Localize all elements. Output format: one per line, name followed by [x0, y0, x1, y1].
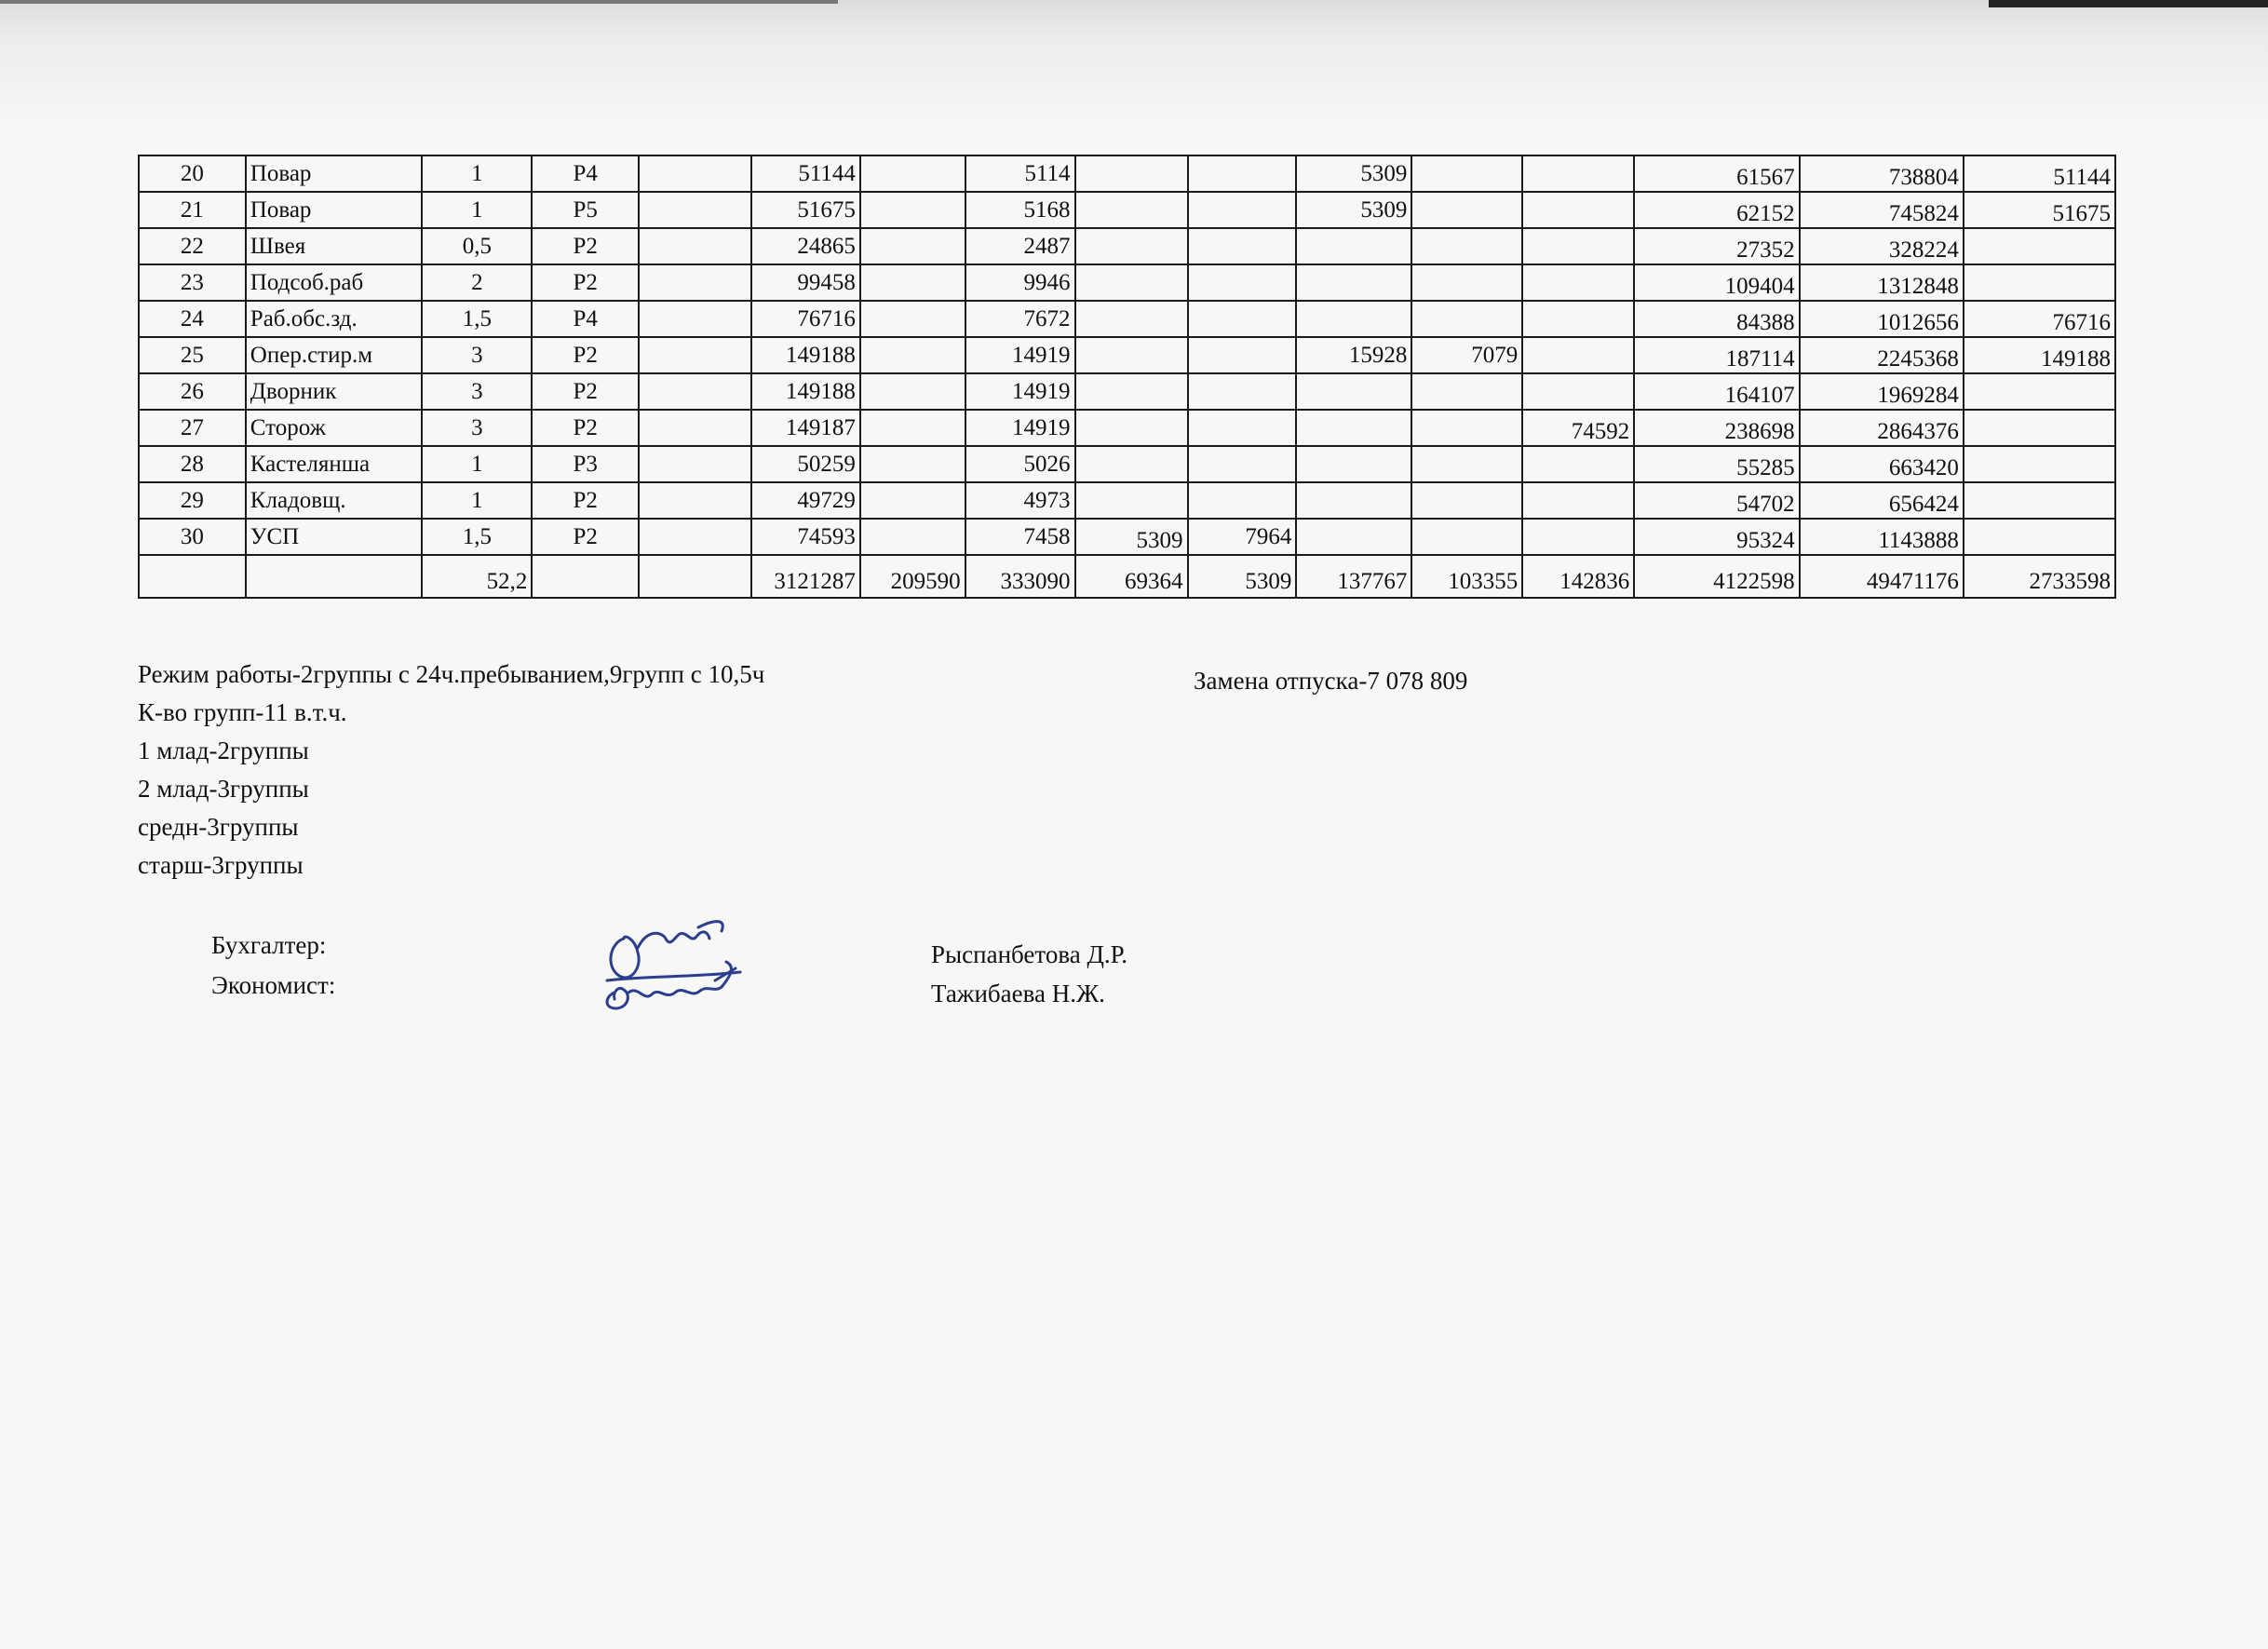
cell-c6: 74593: [751, 519, 860, 555]
cell-qty: 1,5: [422, 519, 532, 555]
cell-c11: [1296, 519, 1411, 555]
cell-no: 23: [139, 264, 246, 301]
cell-name: Повар: [246, 192, 423, 228]
table-row: [139, 373, 2115, 410]
cell-c11: [1296, 301, 1411, 337]
cell-c6: 149188: [751, 373, 860, 410]
cell-c7: [860, 482, 965, 519]
cell-c10: 5309: [1188, 555, 1297, 598]
cell-c14: 4122598: [1634, 555, 1799, 598]
cell-c11: [1296, 446, 1411, 482]
cell-grade: Р4: [532, 155, 639, 192]
cell-c16: 149188: [1964, 337, 2115, 373]
accountant-label: Бухгалтер:: [211, 931, 327, 959]
table-row: [139, 155, 2115, 192]
cell-qty: 3: [422, 373, 532, 410]
cell-c7: [860, 301, 965, 337]
cell-name: Дворник: [246, 373, 423, 410]
cell-c5: [639, 446, 751, 482]
cell-grade: Р2: [532, 264, 639, 301]
cell-c9: [1075, 410, 1188, 446]
cell-c8: 14919: [965, 410, 1075, 446]
cell-grade: Р2: [532, 410, 639, 446]
cell-c7: [860, 264, 965, 301]
cell-c10: [1188, 446, 1297, 482]
cell-c10: [1188, 337, 1297, 373]
cell-c6: 149187: [751, 410, 860, 446]
cell-c9: [1075, 446, 1188, 482]
cell-grade: Р2: [532, 228, 639, 264]
cell-c6: 49729: [751, 482, 860, 519]
cell-c12: [1411, 264, 1522, 301]
cell-c5: [639, 410, 751, 446]
table-row: [139, 301, 2115, 337]
cell-no: 21: [139, 192, 246, 228]
cell-c10: [1188, 264, 1297, 301]
cell-c15: 49471176: [1800, 555, 1964, 598]
cell-name: Повар: [246, 155, 423, 192]
table-row: [139, 264, 2115, 301]
cell-c13: 74592: [1522, 410, 1634, 446]
cell-c6: 149188: [751, 337, 860, 373]
cell-grade: [532, 555, 639, 598]
table-body: [139, 155, 2115, 598]
cell-c6: 51144: [751, 155, 860, 192]
cell-c15: 1143888: [1800, 519, 1964, 555]
cell-c8: 9946: [965, 264, 1075, 301]
cell-c12: [1411, 482, 1522, 519]
accountant-name: Рыспанбетова Д.Р.: [931, 940, 1128, 968]
cell-c7: [860, 337, 965, 373]
cell-c6: 50259: [751, 446, 860, 482]
cell-c6: 51675: [751, 192, 860, 228]
cell-c14: 61567: [1634, 155, 1799, 192]
cell-c8: 14919: [965, 373, 1075, 410]
cell-qty: 3: [422, 410, 532, 446]
cell-name: Подсоб.раб: [246, 264, 423, 301]
cell-c14: 238698: [1634, 410, 1799, 446]
cell-c6: 76716: [751, 301, 860, 337]
cell-c12: [1411, 192, 1522, 228]
cell-c5: [639, 155, 751, 192]
cell-c15: 663420: [1800, 446, 1964, 482]
handwritten-signature: [587, 911, 754, 1018]
cell-c15: 1312848: [1800, 264, 1964, 301]
table-row: [139, 228, 2115, 264]
cell-c9: [1075, 155, 1188, 192]
cell-c11: 5309: [1296, 192, 1411, 228]
cell-name: [246, 555, 423, 598]
cell-c16: 2733598: [1964, 555, 2115, 598]
cell-grade: Р5: [532, 192, 639, 228]
cell-c11: [1296, 373, 1411, 410]
cell-c13: [1522, 192, 1634, 228]
cell-c16: [1964, 264, 2115, 301]
cell-c7: [860, 373, 965, 410]
cell-name: Кастелянша: [246, 446, 423, 482]
cell-c8: 7672: [965, 301, 1075, 337]
cell-c5: [639, 337, 751, 373]
cell-no: 29: [139, 482, 246, 519]
cell-c14: 109404: [1634, 264, 1799, 301]
cell-c13: [1522, 519, 1634, 555]
cell-c15: 2245368: [1800, 337, 1964, 373]
cell-no: 25: [139, 337, 246, 373]
groups-count-note: К-во групп-11 в.т.ч.: [138, 698, 347, 726]
cell-qty: 52,2: [422, 555, 532, 598]
cell-c11: 5309: [1296, 155, 1411, 192]
cell-c5: [639, 301, 751, 337]
cell-c14: 54702: [1634, 482, 1799, 519]
scan-edge-left: [0, 0, 838, 4]
cell-qty: 2: [422, 264, 532, 301]
cell-c8: 4973: [965, 482, 1075, 519]
cell-c13: [1522, 337, 1634, 373]
cell-c8: 14919: [965, 337, 1075, 373]
table-row: [139, 482, 2115, 519]
cell-no: [139, 555, 246, 598]
junior2-groups-note: 2 млад-3группы: [138, 775, 309, 803]
cell-qty: 3: [422, 337, 532, 373]
staff-salary-table: [138, 155, 2116, 599]
cell-name: Кладовщ.: [246, 482, 423, 519]
cell-c16: 51144: [1964, 155, 2115, 192]
cell-c12: [1411, 155, 1522, 192]
cell-c6: 99458: [751, 264, 860, 301]
cell-c10: [1188, 228, 1297, 264]
cell-name: Опер.стир.м: [246, 337, 423, 373]
cell-c16: [1964, 446, 2115, 482]
cell-c9: [1075, 373, 1188, 410]
cell-c5: [639, 228, 751, 264]
junior1-groups-note: 1 млад-2группы: [138, 737, 309, 764]
cell-c5: [639, 264, 751, 301]
cell-c15: 2864376: [1800, 410, 1964, 446]
cell-grade: Р2: [532, 482, 639, 519]
cell-grade: Р2: [532, 337, 639, 373]
economist-label: Экономист:: [211, 971, 336, 999]
middle-groups-note: средн-3группы: [138, 813, 299, 841]
cell-c8: 5114: [965, 155, 1075, 192]
cell-c7: 209590: [860, 555, 965, 598]
cell-c14: 95324: [1634, 519, 1799, 555]
cell-c10: 7964: [1188, 519, 1297, 555]
cell-grade: Р4: [532, 301, 639, 337]
cell-no: 28: [139, 446, 246, 482]
cell-c9: [1075, 192, 1188, 228]
work-mode-note: Режим работы-2группы с 24ч.пребыванием,9групп с 10,5ч: [138, 660, 765, 688]
cell-no: 20: [139, 155, 246, 192]
cell-qty: 1,5: [422, 301, 532, 337]
cell-c14: 27352: [1634, 228, 1799, 264]
cell-c7: [860, 228, 965, 264]
cell-c9: 5309: [1075, 519, 1188, 555]
cell-c12: [1411, 301, 1522, 337]
cell-c5: [639, 555, 751, 598]
cell-c7: [860, 410, 965, 446]
cell-c13: [1522, 301, 1634, 337]
cell-c16: [1964, 410, 2115, 446]
cell-c11: 15928: [1296, 337, 1411, 373]
cell-c15: 656424: [1800, 482, 1964, 519]
cell-c12: [1411, 410, 1522, 446]
cell-c13: [1522, 446, 1634, 482]
cell-qty: 1: [422, 155, 532, 192]
cell-c7: [860, 446, 965, 482]
cell-c13: [1522, 482, 1634, 519]
cell-c12: 103355: [1411, 555, 1522, 598]
cell-c5: [639, 482, 751, 519]
cell-c14: 187114: [1634, 337, 1799, 373]
cell-no: 30: [139, 519, 246, 555]
cell-c8: 333090: [965, 555, 1075, 598]
cell-c9: [1075, 228, 1188, 264]
cell-c11: 137767: [1296, 555, 1411, 598]
cell-c15: 328224: [1800, 228, 1964, 264]
notes-block: [138, 656, 764, 885]
vacation-replacement-note: Замена отпуска-7 078 809: [1194, 667, 1468, 695]
cell-c15: 1969284: [1800, 373, 1964, 410]
cell-c13: 142836: [1522, 555, 1634, 598]
cell-c8: 5168: [965, 192, 1075, 228]
cell-c8: 7458: [965, 519, 1075, 555]
cell-c9: [1075, 482, 1188, 519]
cell-c13: [1522, 155, 1634, 192]
cell-c14: 62152: [1634, 192, 1799, 228]
cell-c11: [1296, 482, 1411, 519]
cell-no: 22: [139, 228, 246, 264]
cell-name: Сторож: [246, 410, 423, 446]
cell-c8: 2487: [965, 228, 1075, 264]
cell-qty: 1: [422, 192, 532, 228]
cell-c7: [860, 155, 965, 192]
cell-c5: [639, 519, 751, 555]
cell-c11: [1296, 228, 1411, 264]
cell-c15: 738804: [1800, 155, 1964, 192]
economist-name: Тажибаева Н.Ж.: [931, 980, 1105, 1007]
cell-c10: [1188, 373, 1297, 410]
cell-c9: [1075, 264, 1188, 301]
cell-c11: [1296, 264, 1411, 301]
senior-groups-note: старш-3группы: [138, 851, 304, 879]
cell-c14: 164107: [1634, 373, 1799, 410]
cell-c16: [1964, 519, 2115, 555]
cell-c12: 7079: [1411, 337, 1522, 373]
cell-c7: [860, 192, 965, 228]
cell-c5: [639, 192, 751, 228]
cell-c8: 5026: [965, 446, 1075, 482]
cell-qty: 1: [422, 446, 532, 482]
cell-c13: [1522, 373, 1634, 410]
cell-no: 24: [139, 301, 246, 337]
cell-c16: [1964, 228, 2115, 264]
cell-c9: 69364: [1075, 555, 1188, 598]
cell-grade: Р2: [532, 519, 639, 555]
cell-c6: 3121287: [751, 555, 860, 598]
cell-name: Раб.обс.зд.: [246, 301, 423, 337]
cell-no: 26: [139, 373, 246, 410]
cell-c10: [1188, 482, 1297, 519]
cell-c16: [1964, 482, 2115, 519]
total-row: [139, 555, 2115, 598]
table-row: [139, 337, 2115, 373]
cell-c9: [1075, 337, 1188, 373]
cell-c16: 51675: [1964, 192, 2115, 228]
cell-c9: [1075, 301, 1188, 337]
cell-c10: [1188, 410, 1297, 446]
cell-no: 27: [139, 410, 246, 446]
table-row: [139, 192, 2115, 228]
cell-c11: [1296, 410, 1411, 446]
cell-c7: [860, 519, 965, 555]
table-row: [139, 446, 2115, 482]
table-row: [139, 410, 2115, 446]
cell-grade: Р2: [532, 373, 639, 410]
cell-c12: [1411, 373, 1522, 410]
cell-c14: 84388: [1634, 301, 1799, 337]
cell-c15: 745824: [1800, 192, 1964, 228]
cell-c12: [1411, 519, 1522, 555]
cell-c10: [1188, 301, 1297, 337]
cell-c12: [1411, 228, 1522, 264]
cell-c13: [1522, 264, 1634, 301]
cell-qty: 1: [422, 482, 532, 519]
cell-c5: [639, 373, 751, 410]
scan-shadow: [0, 0, 2268, 130]
cell-name: УСП: [246, 519, 423, 555]
cell-c16: [1964, 373, 2115, 410]
cell-c10: [1188, 192, 1297, 228]
cell-c12: [1411, 446, 1522, 482]
cell-name: Швея: [246, 228, 423, 264]
cell-c14: 55285: [1634, 446, 1799, 482]
cell-c6: 24865: [751, 228, 860, 264]
cell-c16: 76716: [1964, 301, 2115, 337]
cell-qty: 0,5: [422, 228, 532, 264]
table-row: [139, 519, 2115, 555]
cell-c13: [1522, 228, 1634, 264]
scan-edge-right: [1989, 0, 2268, 7]
cell-c15: 1012656: [1800, 301, 1964, 337]
cell-c10: [1188, 155, 1297, 192]
cell-grade: Р3: [532, 446, 639, 482]
